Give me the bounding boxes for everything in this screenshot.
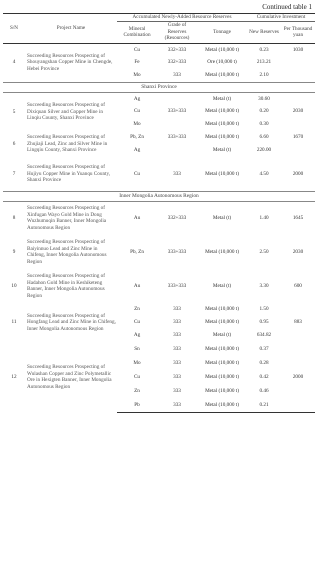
new-reserves-cell: 220.00 [256,147,272,154]
per-thousand-yuan-cell [281,69,315,82]
sn-cell: 4 [12,59,16,66]
mineral-cell: Au [133,215,141,221]
per-thousand-yuan-cell [281,303,315,316]
grade-cell: 333 [173,306,181,313]
project-name-cell: Succeeding Resources Prospecting of Hujiyu Copper Mine in Yuanqu County, Shanxi Province [27,164,111,183]
header-per-thousand-yuan: Per Thousand yuan [283,25,313,38]
mineral-cell: Mo [133,72,141,78]
project-name-cell: Succeeding Resources Prospecting of Shouyangshan Copper Mine in Chengde, Hebei Province [27,52,113,72]
project-name-cell: Succeeding Resources Prospecting of Dixiquan Silver and Copper Mine in Linqiu County, Shanxi Province [27,102,105,121]
grade-cell: 333 [173,345,181,352]
project-name-cell: Succeeding Resources Prospecting of Wulashan Copper and Zinc Polymetallic Ore in Hexigten Banner, Inner Mongolia Autonomous Region [27,364,112,390]
per-thousand-yuan-cell: 2000 [292,170,304,177]
sn-cell: 6 [12,140,16,147]
tonnage-cell: Metal (10,000 t) [205,134,239,141]
tonnage-cell: Metal (10,000 t) [205,359,239,366]
tonnage-cell: Metal (10,000 t) [205,248,239,255]
tonnage-cell: Metal (10,000 t) [205,108,239,115]
new-reserves-cell: 0.28 [259,359,269,366]
mineral-cell: Cu [133,319,141,326]
project-name-cell: Succeeding Resources Prospecting of Xinfugan Wayo Gold Mine in Dong Wuzhumuqin Banner, Inner Mongolia Autonomous Region [27,205,107,231]
tonnage-cell: Metal (10,000 t) [197,398,247,412]
sn-cell: 10 [11,282,17,289]
mineral-cell: Zn [134,387,140,394]
section-title: Shanxi Province [3,82,315,92]
grade-cell: 333+333 [167,134,187,141]
table-row [3,131,315,144]
per-thousand-yuan-cell: 2000 [292,373,304,380]
tonnage-cell: Metal (t) [212,95,232,102]
sn-cell: 12 [11,373,17,380]
grade-cell [157,118,197,131]
per-thousand-yuan-cell: 1030 [292,46,304,53]
mineral-cell: Sn [134,345,140,352]
grade-cell: 333 [173,387,181,394]
table-row [3,342,315,356]
tonnage-cell: Metal (10,000 t) [205,373,239,380]
table-caption: Continued table 1 [262,3,312,11]
per-thousand-yuan-cell: 883 [294,319,302,326]
new-reserves-cell: 213.21 [256,59,272,66]
sn-cell: 8 [12,215,16,221]
per-thousand-yuan-cell: 1645 [292,215,304,221]
per-thousand-yuan-cell [281,329,315,342]
header-sn: S/N [9,25,19,31]
grade-cell [157,92,197,105]
mineral-cell: Cu [133,373,141,380]
tonnage-cell: Metal (t) [212,332,232,339]
new-reserves-cell: 3.30 [259,282,269,289]
section-row [3,191,315,201]
grade-cell: 333 [157,398,197,412]
new-reserves-cell: 2.50 [259,248,269,255]
header-accumulated-group: Accumulated Newly-Added Resource Reserves [117,14,247,22]
new-reserves-cell: 0.21 [247,398,281,412]
sn-cell: 5 [12,108,16,115]
new-reserves-cell: 0.37 [259,345,269,352]
table-row [3,303,315,316]
tonnage-cell: Metal (t) [212,282,232,289]
sn-cell: 7 [12,170,16,177]
table-row [3,43,315,56]
per-thousand-yuan-cell [281,384,315,398]
new-reserves-cell: 0.46 [259,387,269,394]
per-thousand-yuan-cell [281,398,315,412]
grade-cell: 333 [173,319,181,326]
per-thousand-yuan-cell [281,144,315,157]
per-thousand-yuan-cell [281,118,315,131]
section-title: Inner Mongolia Autonomous Region [3,191,315,201]
new-reserves-cell: 4.50 [259,170,269,177]
grade-cell: 333 [173,332,181,339]
header-new-reserves: New Reserves [249,28,279,35]
new-reserves-cell: 0.23 [259,46,269,53]
new-reserves-cell: 1.40 [259,215,269,221]
mineral-cell: Ag [133,332,141,339]
tonnage-cell: Metal (10,000 t) [205,170,239,177]
sn-cell: 9 [12,248,16,255]
mineral-cell: Mo [133,121,141,128]
mineral-cell: Zn [134,306,140,313]
per-thousand-yuan-cell: 1670 [292,134,304,141]
grade-cell [157,144,197,157]
new-reserves-cell: 1.50 [259,306,269,313]
tonnage-cell: Metal (10,000 t) [205,387,239,394]
tonnage-cell: Metal (t) [212,147,232,154]
grade-cell: 333 [173,170,181,177]
mineral-cell: Au [133,282,141,289]
grade-cell: 333 [173,72,181,78]
tonnage-cell: Metal (10,000 t) [205,345,239,352]
tonnage-cell: Metal (10,000 t) [205,46,239,53]
grade-cell: 333 [173,373,181,380]
per-thousand-yuan-cell: 2030 [292,108,304,115]
header-grade: Grade of Reserves (Resources) [164,22,190,42]
grade-cell: 332+333 [167,59,187,66]
new-reserves-cell: 634.82 [256,332,272,339]
mineral-cell: Mo [133,359,141,366]
grade-cell: 333+333 [167,108,187,115]
header-mineral-combination: Mineral Combination [123,25,151,38]
new-reserves-cell: 0.95 [259,319,269,326]
table-row [3,269,315,303]
project-name-cell: Succeeding Resources Prospecting of Hongfang Lead and Zinc Mine in Chifeng, Inner Mongolia Autonomous Region [27,312,116,332]
tonnage-cell: Ore (10,000 t) [207,59,237,66]
mineral-cell: Cu [133,170,141,177]
tonnage-cell: Metal (t) [212,215,232,221]
grade-cell: 333+333 [167,282,187,289]
mineral-cell: Cu [133,108,141,115]
grade-cell: 333+333 [167,248,187,255]
new-reserves-cell: 6.60 [259,134,269,141]
new-reserves-cell: 30.60 [258,95,270,102]
new-reserves-cell: 0.30 [259,121,269,128]
new-reserves-cell: 0.42 [259,373,269,380]
table-header [3,14,315,44]
table-row [3,201,315,235]
per-thousand-yuan-cell: 2030 [292,248,304,255]
mineral-cell: Ag [133,95,141,102]
tonnage-cell: Metal (10,000 t) [205,121,239,128]
header-project-name: Project Name [56,25,86,31]
per-thousand-yuan-cell [281,342,315,356]
table-body [3,43,315,412]
tonnage-cell: Metal (10,000 t) [205,72,239,78]
project-name-cell: Succeeding Resources Prospecting of Zhujiaji Lead, Zinc and Silver Mine in Lingqiu County, Shanxi Province [27,134,108,154]
new-reserves-cell: 2.10 [259,72,269,78]
project-name-cell: Succeeding Resources Prospecting of Baiyinnuo Lead and Zinc Mine in Chifeng, Inner Mongolia Autonomous Region [27,239,107,265]
grade-cell: 333 [173,359,181,366]
table-row [3,157,315,191]
header-cumulative-group: Cumulative Investment [247,14,315,22]
header-tonnage: Tonnage [213,28,231,35]
mineral-cell: Ag [133,147,141,154]
resource-table [3,13,315,413]
per-thousand-yuan-cell [281,356,315,370]
grade-cell: 332+333 [167,215,187,221]
mineral-cell: Pb, Zn [130,248,144,255]
per-thousand-yuan-cell: 600 [294,282,302,289]
grade-cell: 332+333 [167,46,187,53]
mineral-cell: Pb, Zn [130,134,144,141]
section-row [3,82,315,92]
sn-cell: 11 [11,319,17,326]
table-row [3,235,315,269]
table-row [3,92,315,105]
mineral-cell: Pb [117,398,157,412]
tonnage-cell: Metal (10,000 t) [205,319,239,326]
project-name-cell: Succeeding Resources Prospecting of Hadahon Gold Mine in Keshiketeng Banner, Inner Mongolia Autonomous Region [27,273,105,299]
tonnage-cell: Metal (10,000 t) [205,306,239,313]
per-thousand-yuan-cell [281,56,315,69]
new-reserves-cell: 0.20 [259,108,269,115]
mineral-cell: Cu [133,46,141,53]
per-thousand-yuan-cell [281,92,315,105]
mineral-cell: Fe [134,59,140,66]
